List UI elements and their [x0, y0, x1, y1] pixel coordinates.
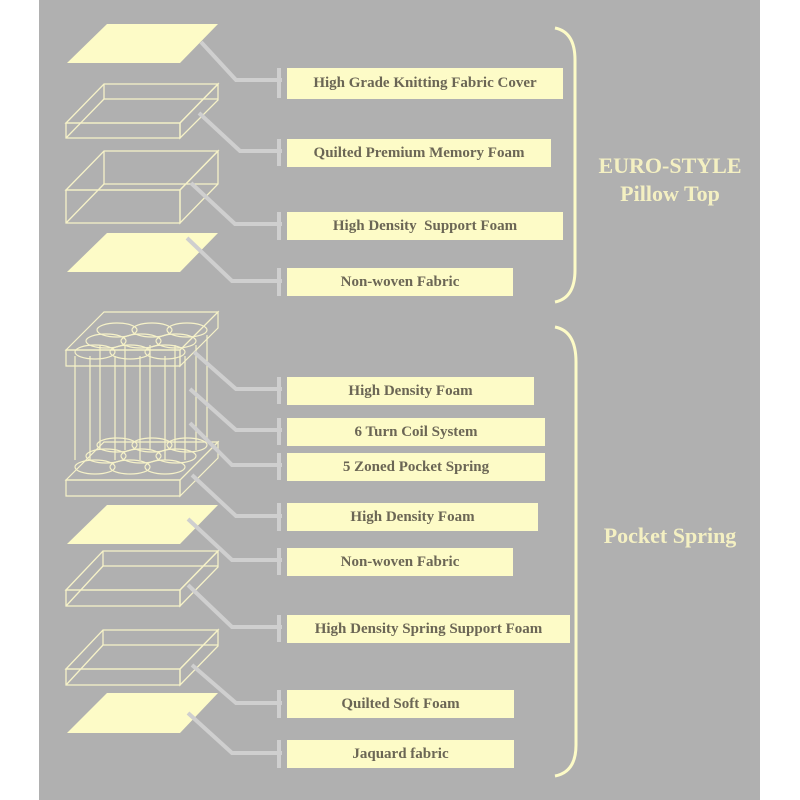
layer-label: Jaquard fabric — [287, 740, 514, 768]
layer-label: Non-woven Fabric — [287, 548, 513, 576]
group-title-line1: EURO-STYLE — [598, 153, 742, 178]
spring-support-foam-box-icon — [66, 551, 218, 606]
jaquard-fabric-sheet-icon — [67, 693, 218, 733]
layer-label: 6 Turn Coil System — [287, 418, 545, 446]
layer-label: High Grade Knitting Fabric Cover — [287, 68, 563, 99]
layer-label: Quilted Premium Memory Foam — [287, 139, 551, 167]
quilted-soft-foam-box-icon — [66, 630, 218, 685]
group-title-pillow-top — [585, 152, 755, 208]
memory-foam-box-icon — [66, 84, 218, 138]
group-title-pocket-spring — [585, 522, 755, 550]
pocket-spring-brace-icon — [555, 327, 576, 776]
pocket-spring-unit-icon — [66, 312, 218, 496]
layer-label: High Density Support Foam — [287, 212, 563, 240]
layer-label: 5 Zoned Pocket Spring — [287, 453, 545, 481]
layer-label: High Density Foam — [287, 377, 534, 405]
layer-label: High Density Spring Support Foam — [287, 615, 570, 643]
layer-label: Quilted Soft Foam — [287, 690, 514, 718]
group-title-line2: Pillow Top — [620, 181, 720, 206]
layer-label: High Density Foam — [287, 503, 538, 531]
fabric-cover-sheet-icon — [67, 24, 218, 63]
non-woven-fabric-sheet-icon — [67, 233, 218, 272]
group-title-line1: Pocket Spring — [603, 523, 737, 548]
layer-label: Non-woven Fabric — [287, 268, 513, 296]
